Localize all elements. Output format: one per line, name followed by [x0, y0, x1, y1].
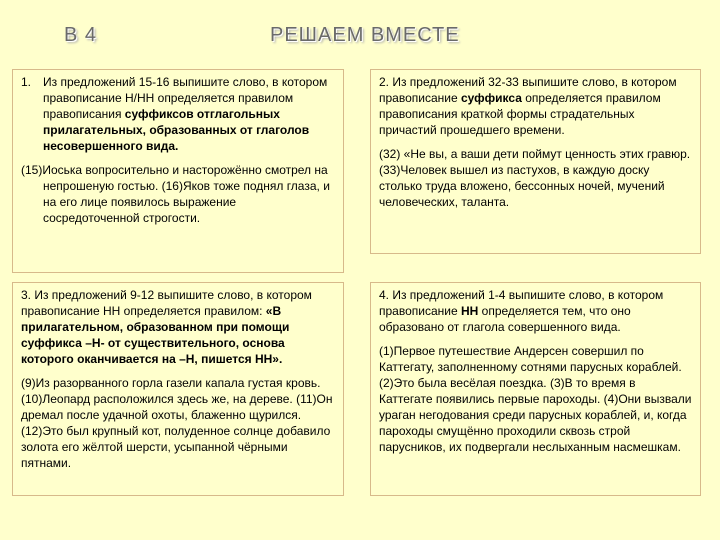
- task-2-text-b: определяется правилом правописания краткой формы страдательных причастий прошедшего времени.: [379, 91, 661, 137]
- page-title: РЕШАЕМ ВМЕСТЕ: [270, 24, 460, 46]
- task-card-3: [12, 282, 344, 496]
- task-1-passage: (15)Иоська вопросительно и насторожённо смотрел на непрошеную гостью. (16)Яков тоже поднял глаза, и на его лице появилось выражение сосредоточенной строгости.: [21, 163, 330, 225]
- task-card-1: [12, 69, 344, 273]
- task-1-number: 1.: [21, 75, 32, 89]
- task-1-text-a: Из предложений 15-16 выпишите слово, в котором правописание Н/НН определяется правилом правописания: [43, 75, 328, 121]
- task-card-4: [370, 282, 701, 496]
- task-1-bold: суффиксов отглагольных прилагательных, образованных от глаголов несовершенного вида.: [43, 107, 310, 153]
- task-4-bold: НН: [460, 304, 479, 318]
- task-4-text-a: 4. Из предложений 1-4 выпишите слово, в котором правописание: [379, 288, 664, 318]
- task-1-text: [43, 74, 335, 154]
- task-2-bold: суффикса: [460, 91, 522, 105]
- task-3-passage: (9)Из разорванного горла газели капала густая кровь. (10)Леопард расположился здесь же, на дереве. (11)Он дремал после удачной охоты, блаженно щурился. (12)Это был крупный кот, полуденное солнце добавило золота его жёлтой шерсти, усыпанной чёрными пятнами.: [21, 376, 333, 470]
- task-4-text-b: определяется тем, что оно образовано от глагола совершенного вида.: [379, 304, 631, 334]
- task-2-text: [379, 74, 692, 138]
- task-3-text: [21, 287, 335, 367]
- task-1-question: [21, 74, 335, 154]
- task-2-text-a: 2. Из предложений 32-33 выпишите слово, в котором правописание: [379, 75, 677, 105]
- task-4-text: [379, 287, 692, 335]
- task-card-2: [370, 69, 701, 254]
- variant-heading: В 4: [64, 24, 98, 46]
- task-3-bold: «В прилагательном, образованном при помощи суффикса –Н- от существительного, основа которого оканчивается на –Н, пишется НН».: [21, 304, 290, 366]
- task-3-text-a: 3. Из предложений 9-12 выпишите слово, в котором правописание НН определяется правилом:: [21, 288, 312, 318]
- task-4-passage: (1)Первое путешествие Андерсен совершил по Каттегату, заполненному сотнями парусных кораблей. (2)Это была весёлая поездка. (3)В то время в Каттегате появились первые пароходы. (4)Они вызвали ураган негодования среди парусных кораблей, и, когда пароходы смущённо проходили сквозь строй парусников, их подвергали неслыханным насмешкам.: [379, 344, 692, 454]
- task-2-passage: (32) «Не вы, а ваши дети поймут ценность этих гравюр. (33)Человек вышел из пастухов, в каждую доску столько труда вложено, бессонных ночей, мучений человеческих, таланта.: [379, 147, 691, 209]
